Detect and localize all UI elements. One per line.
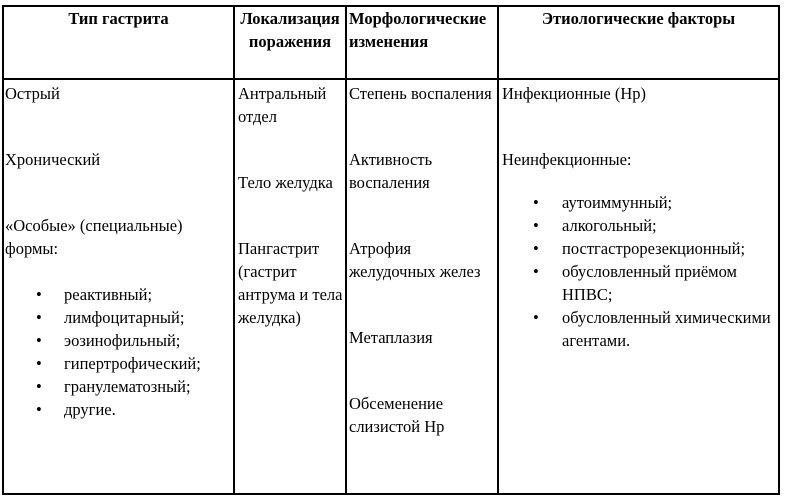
localization-antral: Антральный отдел (238, 84, 327, 126)
header-divider (2, 78, 780, 80)
list-item: • постгастрорезекционный; (502, 237, 777, 260)
list-item: • эозинофильный; (5, 329, 231, 352)
morphology-atrophy: Атрофия желудочных желез (349, 239, 481, 281)
morphology-metaplasia: Метаплазия (349, 328, 433, 347)
list-item: • аутоиммунный; (502, 191, 777, 214)
etiology-noninfectious: Неинфекционные: (502, 150, 632, 169)
list-item: • обусловленный химическими агентами. (502, 306, 777, 352)
etiology-infectious: Инфекционные (Hp) (502, 84, 647, 103)
header-morphology: Морфологические изменения (349, 9, 487, 51)
list-item: • обусловленный приёмом НПВС; (502, 260, 777, 306)
morphology-activity: Активность воспаления (349, 150, 433, 192)
header-localization: Локализация поражения (240, 9, 340, 51)
localization-body: Тело желудка (238, 173, 333, 192)
header-type: Тип гастрита (68, 9, 169, 28)
list-item: • гипертрофический; (5, 352, 231, 375)
type-special: «Особые» (специальные) формы: (5, 216, 183, 258)
morphology-hp: Обсеменение слизистой Hp (349, 394, 445, 436)
type-chronic: Хронический (5, 150, 101, 169)
list-item: • другие. (5, 398, 231, 421)
morphology-degree: Степень воспаления (349, 84, 492, 103)
type-acute: Острый (5, 84, 60, 103)
etiology-factors-list (502, 191, 777, 352)
localization-cell (238, 82, 344, 329)
gastritis-classification-table (2, 5, 780, 495)
etiology-cell (502, 82, 777, 352)
types-cell (5, 82, 231, 421)
list-item: • гранулематозный; (5, 375, 231, 398)
list-item: • алкогольный; (502, 214, 777, 237)
list-item: • реактивный; (5, 283, 231, 306)
header-etiology: Этиологические факторы (541, 9, 736, 28)
localization-pan: Пангастрит (гастрит антрума и тела желудка) (238, 239, 343, 327)
morphology-cell (349, 82, 495, 438)
special-forms-list (5, 283, 231, 421)
list-item: • лимфоцитарный; (5, 306, 231, 329)
table-border-bottom (2, 493, 780, 495)
